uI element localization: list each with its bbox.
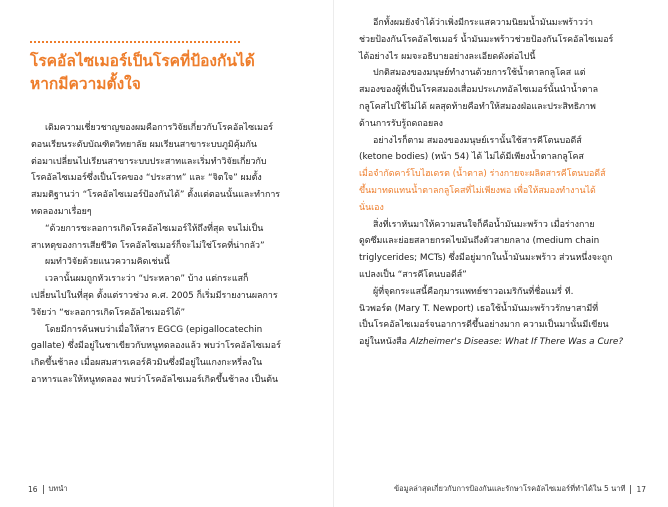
body-line: โรคอัลไซเมอร์ซึ่งเป็นโรคของ “ประสาท” และ “จิตใจ” ผมตั้ง — [31, 173, 262, 184]
dotted-rule — [30, 41, 240, 43]
body-line: อยู่ในหนังสือ — [359, 337, 407, 348]
body-line: triglycerides; MCTs) ซึ่งมีอยู่มากในน้ำมันมะพร้าว ส่วนหนึ่งจะถูก — [359, 253, 613, 264]
body-line: อาหารและให้หนูทดลอง พบว่าโรคอัลไซเมอร์เกิดขึ้นช้าลง เป็นต้น — [31, 374, 279, 385]
body-line: นิวพอร์ต (Mary T. Newport) เธอใช้น้ำมันมะพร้าวรักษาสามีที่ — [359, 303, 599, 314]
highlight-line: นั่นเอง — [359, 202, 384, 213]
body-line: อย่างไรก็ตาม สมองของมนุษย์เรานั้นใช้สารคีโตนบอดีส์ — [373, 135, 582, 146]
body-line: เป็นโรคอัลไซเมอร์จนอาการดีขึ้นอย่างมาก ความเป็นมานั้นมีเขียน — [359, 320, 609, 331]
body-line: แปลงเป็น “สารคีโตนบอดีส์” — [359, 269, 467, 280]
chapter-title — [30, 50, 310, 96]
body-line: วิจัยว่า “ชะลอการเกิดโรคอัลไซเมอร์ได้” — [31, 307, 186, 318]
footer-divider — [43, 485, 44, 494]
book-title: Alzheimer's Disease: What If There Was a Cure? — [409, 337, 624, 348]
body-line: ตอนเรียนระดับบัณฑิตวิทยาลัย ผมเรียนสาขาระบบภูมิคุ้มกัน — [31, 139, 257, 150]
body-line: ช่วยป้องกันโรคอัลไซเมอร์ น้ำมันมะพร้าวช่วยป้องกันโรคอัลไซเมอร์ — [359, 34, 614, 45]
body-line: สาเหตุของการเสียชีวิต โรคอัลไซเมอร์ก็จะไม่ใช่โรคที่น่ากลัว” — [31, 240, 265, 251]
footer-divider — [630, 485, 631, 494]
body-line: สิ่งที่เราหันมาให้ความสนใจก็คือน้ำมันมะพร้าว เมื่อร่างกาย — [373, 219, 595, 230]
body-line: เวลานั้นผมถูกหัวเราะว่า “ประหลาด” บ้าง แต่กระแสก็ — [45, 274, 249, 285]
body-line: เปลี่ยนไปในที่สุด ตั้งแต่ราวช่วง ค.ศ. 2005 ก็เริ่มมีรายงานผลการ — [31, 290, 278, 301]
left-body-text — [31, 120, 281, 389]
body-line: ได้อย่างไร ผมจะอธิบายอย่างละเอียดดังต่อไปนี้ — [359, 51, 536, 62]
body-line: ปกติสมองของมนุษย์ทำงานด้วยการใช้น้ำตาลกลูโคส แต่ — [373, 68, 586, 79]
right-page — [334, 0, 668, 507]
body-line: เดิมความเชี่ยวชาญของผมคือการวิจัยเกี่ยวกับโรคอัลไซเมอร์ — [45, 123, 274, 133]
body-line: ผู้ที่จุดกระแสนี้คือกุมารแพทย์ชาวอเมริกันที่ชื่อแมรี่ ที. — [373, 286, 574, 297]
body-line: ต่อมาเปลี่ยนไปเรียนสาขาระบบประสาทและเริ่มทำวิจัยเกี่ยวกับ — [31, 156, 267, 167]
right-footer — [394, 483, 646, 495]
body-line: โดยมีการค้นพบว่าเมื่อให้สาร EGCG (epigallocatechin — [45, 324, 263, 335]
body-line: สมองของผู้ที่เป็นโรคสมองเสื่อมประเภทอัลไซเมอร์นั้นนำน้ำตาล — [359, 85, 599, 96]
body-line: (ketone bodies) (หน้า 54) ได้ ไม่ได้มีเพียงน้ำตาลกลูโคส — [359, 152, 584, 163]
body-line: ดูดซึมและย่อยสลายกรดไขมันถึงตัวสายกลาง (medium chain — [359, 236, 600, 247]
body-line: ทดลองมาเรื่อยๆ — [31, 206, 92, 217]
highlight-line: เมื่อจำกัดคาร์โบไฮเดรต (น้ำตาล) ร่างกายจะผลิตสารคีโตนบอดีส์ — [359, 169, 606, 180]
footer-book-title: ข้อมูลล่าสุดเกี่ยวกับการป้องกันและรักษาโรคอัลไซเมอร์ที่ทำได้ใน 5 นาที — [394, 484, 626, 493]
body-line: สมมติฐานว่า “โรคอัลไซเมอร์ป้องกันได้” ตั้งแต่ตอนนั้นและทำการ — [31, 190, 281, 201]
highlight-line: ขึ้นมาทดแทนน้ำตาลกลูโคสที่ไม่เพียงพอ เพื่อให้สมองทำงานได้ — [359, 185, 596, 196]
body-line: เกิดขึ้นช้าลง เมื่อผสมสารเคอร์คิวมินซึ่งมีอยู่ในแกงกะหรี่ลงใน — [31, 358, 263, 369]
page-number: 16 — [28, 484, 38, 494]
body-line-with-title — [359, 334, 623, 351]
body-line: กลูโคสไปใช้ไม่ได้ ผลสุดท้ายคือทำให้สมองฝ่อและประสิทธิภาพ — [359, 101, 596, 112]
body-line: gallate) ซึ่งมีอยู่ในชาเขียวกับหนูทดลองแล้ว พบว่าโรคอัลไซเมอร์ — [31, 341, 281, 352]
page-number: 17 — [636, 484, 646, 494]
left-footer — [28, 483, 68, 495]
right-body-text — [359, 15, 623, 351]
body-line: “ด้วยการชะลอการเกิดโรคอัลไซเมอร์ให้ถึงที่สุด จนไม่เป็น — [45, 223, 264, 234]
body-line: อีกทั้งผมยังจำได้ว่าเพิ่งมีกระแสความนิยมน้ำมันมะพร้าวว่า — [373, 18, 593, 28]
body-line: ด้านการรับรู้ถดถอยลง — [359, 118, 443, 129]
body-line: ผมทำวิจัยด้วยแนวความคิดเช่นนี้ — [45, 257, 170, 268]
section-label: บทนำ — [48, 484, 68, 493]
title-line: โรคอัลไซเมอร์เป็นโรคที่ป้องกันได้ — [30, 52, 255, 70]
title-line: หากมีความตั้งใจ — [30, 75, 141, 93]
